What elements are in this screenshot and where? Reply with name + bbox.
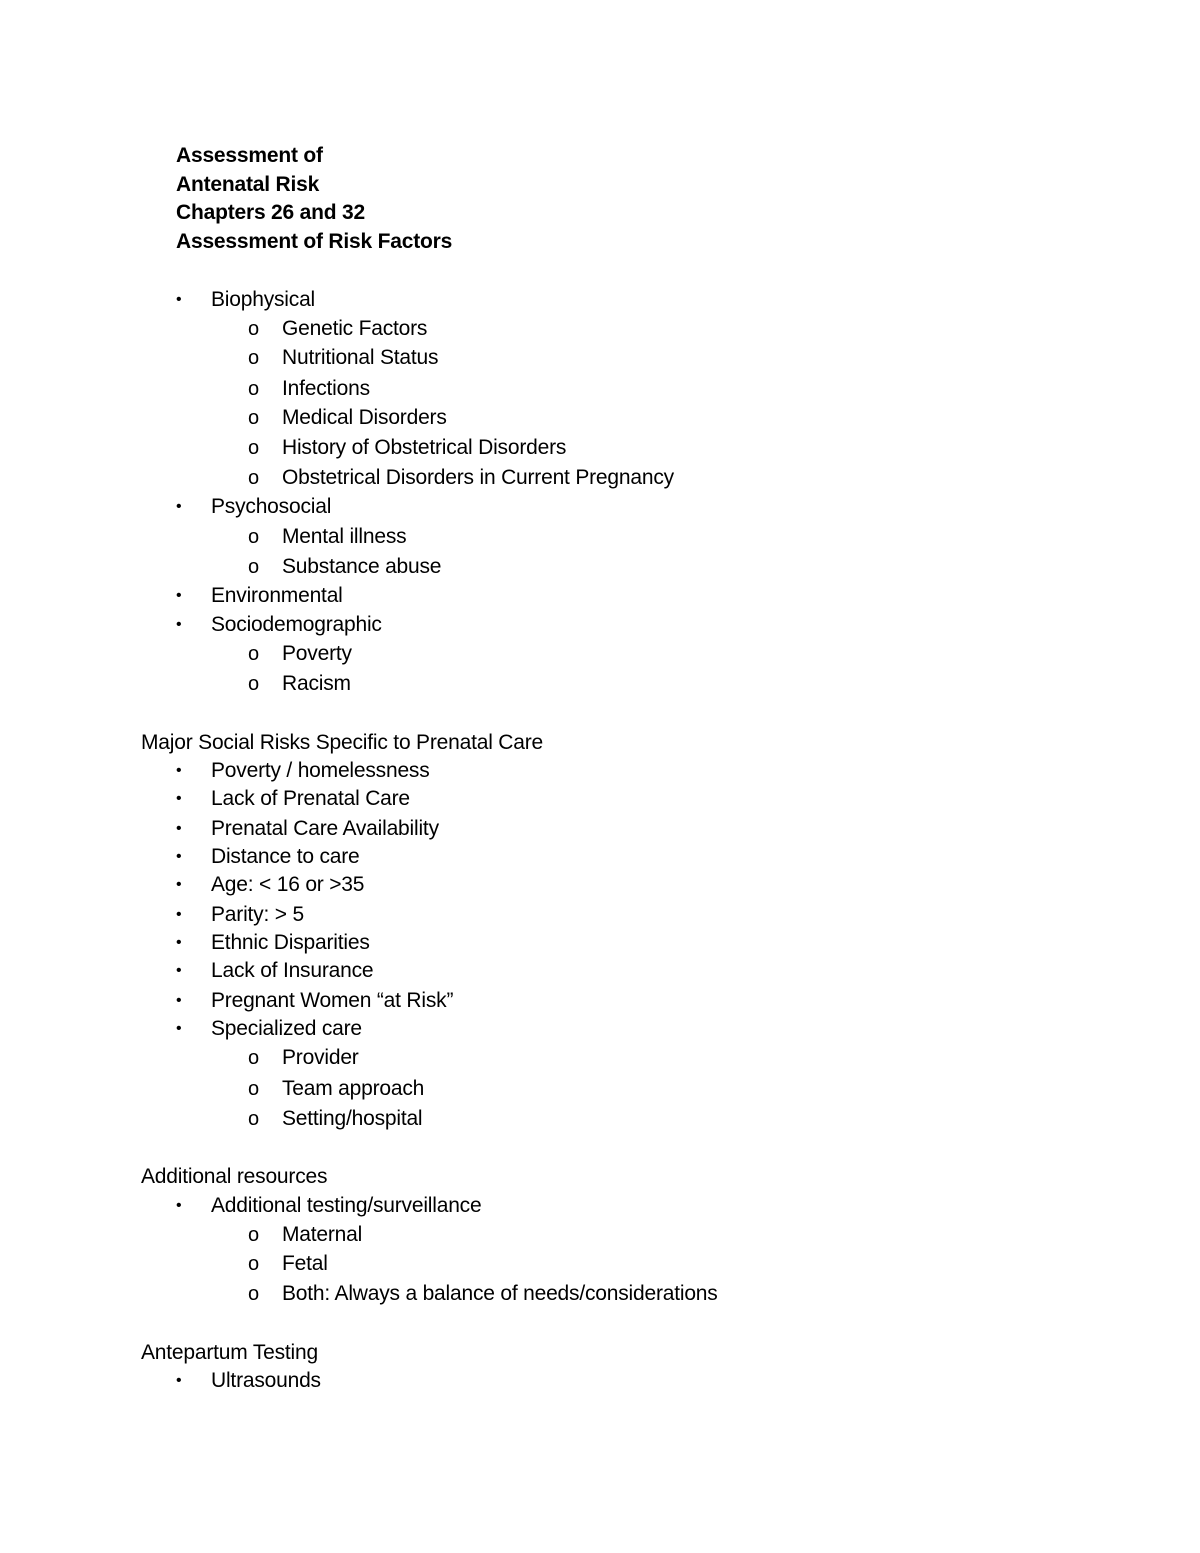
list-item: Lack of Insurance — [211, 959, 374, 982]
bullet-glyph: • — [176, 992, 182, 1009]
sub-item: Team approach — [282, 1077, 425, 1100]
sub-item: Setting/hospital — [282, 1107, 423, 1130]
bullet-glyph: • — [176, 820, 182, 837]
sub-bullet-glyph: o — [248, 1078, 260, 1100]
section-heading-risk-factors: Assessment of Risk Factors — [176, 230, 453, 253]
sub-bullet-glyph: o — [248, 347, 260, 369]
list-item: Poverty / homelessness — [211, 759, 430, 782]
sub-item: Obstetrical Disorders in Current Pregnancy — [282, 466, 674, 489]
sub-bullet-glyph: o — [248, 673, 260, 695]
sub-bullet-glyph: o — [248, 556, 260, 578]
sub-bullet-glyph: o — [248, 1283, 260, 1305]
bullet-glyph: • — [176, 876, 182, 893]
title-line-2: Antenatal Risk — [176, 173, 320, 196]
sub-item: Genetic Factors — [282, 317, 428, 340]
list-item: Parity: > 5 — [211, 903, 304, 926]
list-item: Ultrasounds — [211, 1369, 321, 1392]
sub-bullet-glyph: o — [248, 643, 260, 665]
sub-bullet-glyph: o — [248, 318, 260, 340]
list-item: Age: < 16 or >35 — [211, 873, 365, 896]
sub-bullet-glyph: o — [248, 1253, 260, 1275]
sub-bullet-glyph: o — [248, 378, 260, 400]
section-heading-antepartum-testing: Antepartum Testing — [141, 1341, 318, 1364]
sub-item: Maternal — [282, 1223, 363, 1246]
sub-bullet-glyph: o — [248, 1224, 260, 1246]
sub-item: Infections — [282, 377, 370, 400]
sub-bullet-glyph: o — [248, 526, 260, 548]
sub-item: Provider — [282, 1046, 359, 1069]
sub-bullet-glyph: o — [248, 1047, 260, 1069]
bullet-glyph: • — [176, 962, 182, 979]
sub-item: Mental illness — [282, 525, 407, 548]
sub-item: Medical Disorders — [282, 406, 447, 429]
bullet-glyph: • — [176, 1020, 182, 1037]
bullet-glyph: • — [176, 848, 182, 865]
list-item-psychosocial: Psychosocial — [211, 495, 332, 518]
title-line-1: Assessment of — [176, 144, 323, 167]
sub-item: Substance abuse — [282, 555, 442, 578]
bullet-glyph: • — [176, 587, 182, 604]
list-item-sociodemographic: Sociodemographic — [211, 613, 382, 636]
list-item: Ethnic Disparities — [211, 931, 370, 954]
list-item: Pregnant Women “at Risk” — [211, 989, 454, 1012]
bullet-glyph: • — [176, 291, 182, 308]
bullet-glyph: • — [176, 906, 182, 923]
section-heading-additional-resources: Additional resources — [141, 1165, 328, 1188]
bullet-glyph: • — [176, 934, 182, 951]
list-item: Prenatal Care Availability — [211, 817, 439, 840]
sub-item: History of Obstetrical Disorders — [282, 436, 567, 459]
list-item-biophysical: Biophysical — [211, 288, 316, 311]
sub-item: Both: Always a balance of needs/considerations — [282, 1282, 718, 1305]
list-item-environmental: Environmental — [211, 584, 343, 607]
list-item: Additional testing/surveillance — [211, 1194, 482, 1217]
sub-bullet-glyph: o — [248, 467, 260, 489]
sub-item: Racism — [282, 672, 351, 695]
bullet-glyph: • — [176, 762, 182, 779]
list-item: Specialized care — [211, 1017, 362, 1040]
list-item: Lack of Prenatal Care — [211, 787, 410, 810]
sub-bullet-glyph: o — [248, 437, 260, 459]
sub-item: Poverty — [282, 642, 352, 665]
list-item: Distance to care — [211, 845, 360, 868]
bullet-glyph: • — [176, 1372, 182, 1389]
bullet-glyph: • — [176, 1197, 182, 1214]
sub-bullet-glyph: o — [248, 1108, 260, 1130]
bullet-glyph: • — [176, 790, 182, 807]
section-heading-social-risks: Major Social Risks Specific to Prenatal Care — [141, 731, 544, 754]
sub-item: Fetal — [282, 1252, 328, 1275]
bullet-glyph: • — [176, 616, 182, 633]
sub-item: Nutritional Status — [282, 346, 439, 369]
chapters-line: Chapters 26 and 32 — [176, 201, 365, 224]
bullet-glyph: • — [176, 498, 182, 515]
sub-bullet-glyph: o — [248, 407, 260, 429]
